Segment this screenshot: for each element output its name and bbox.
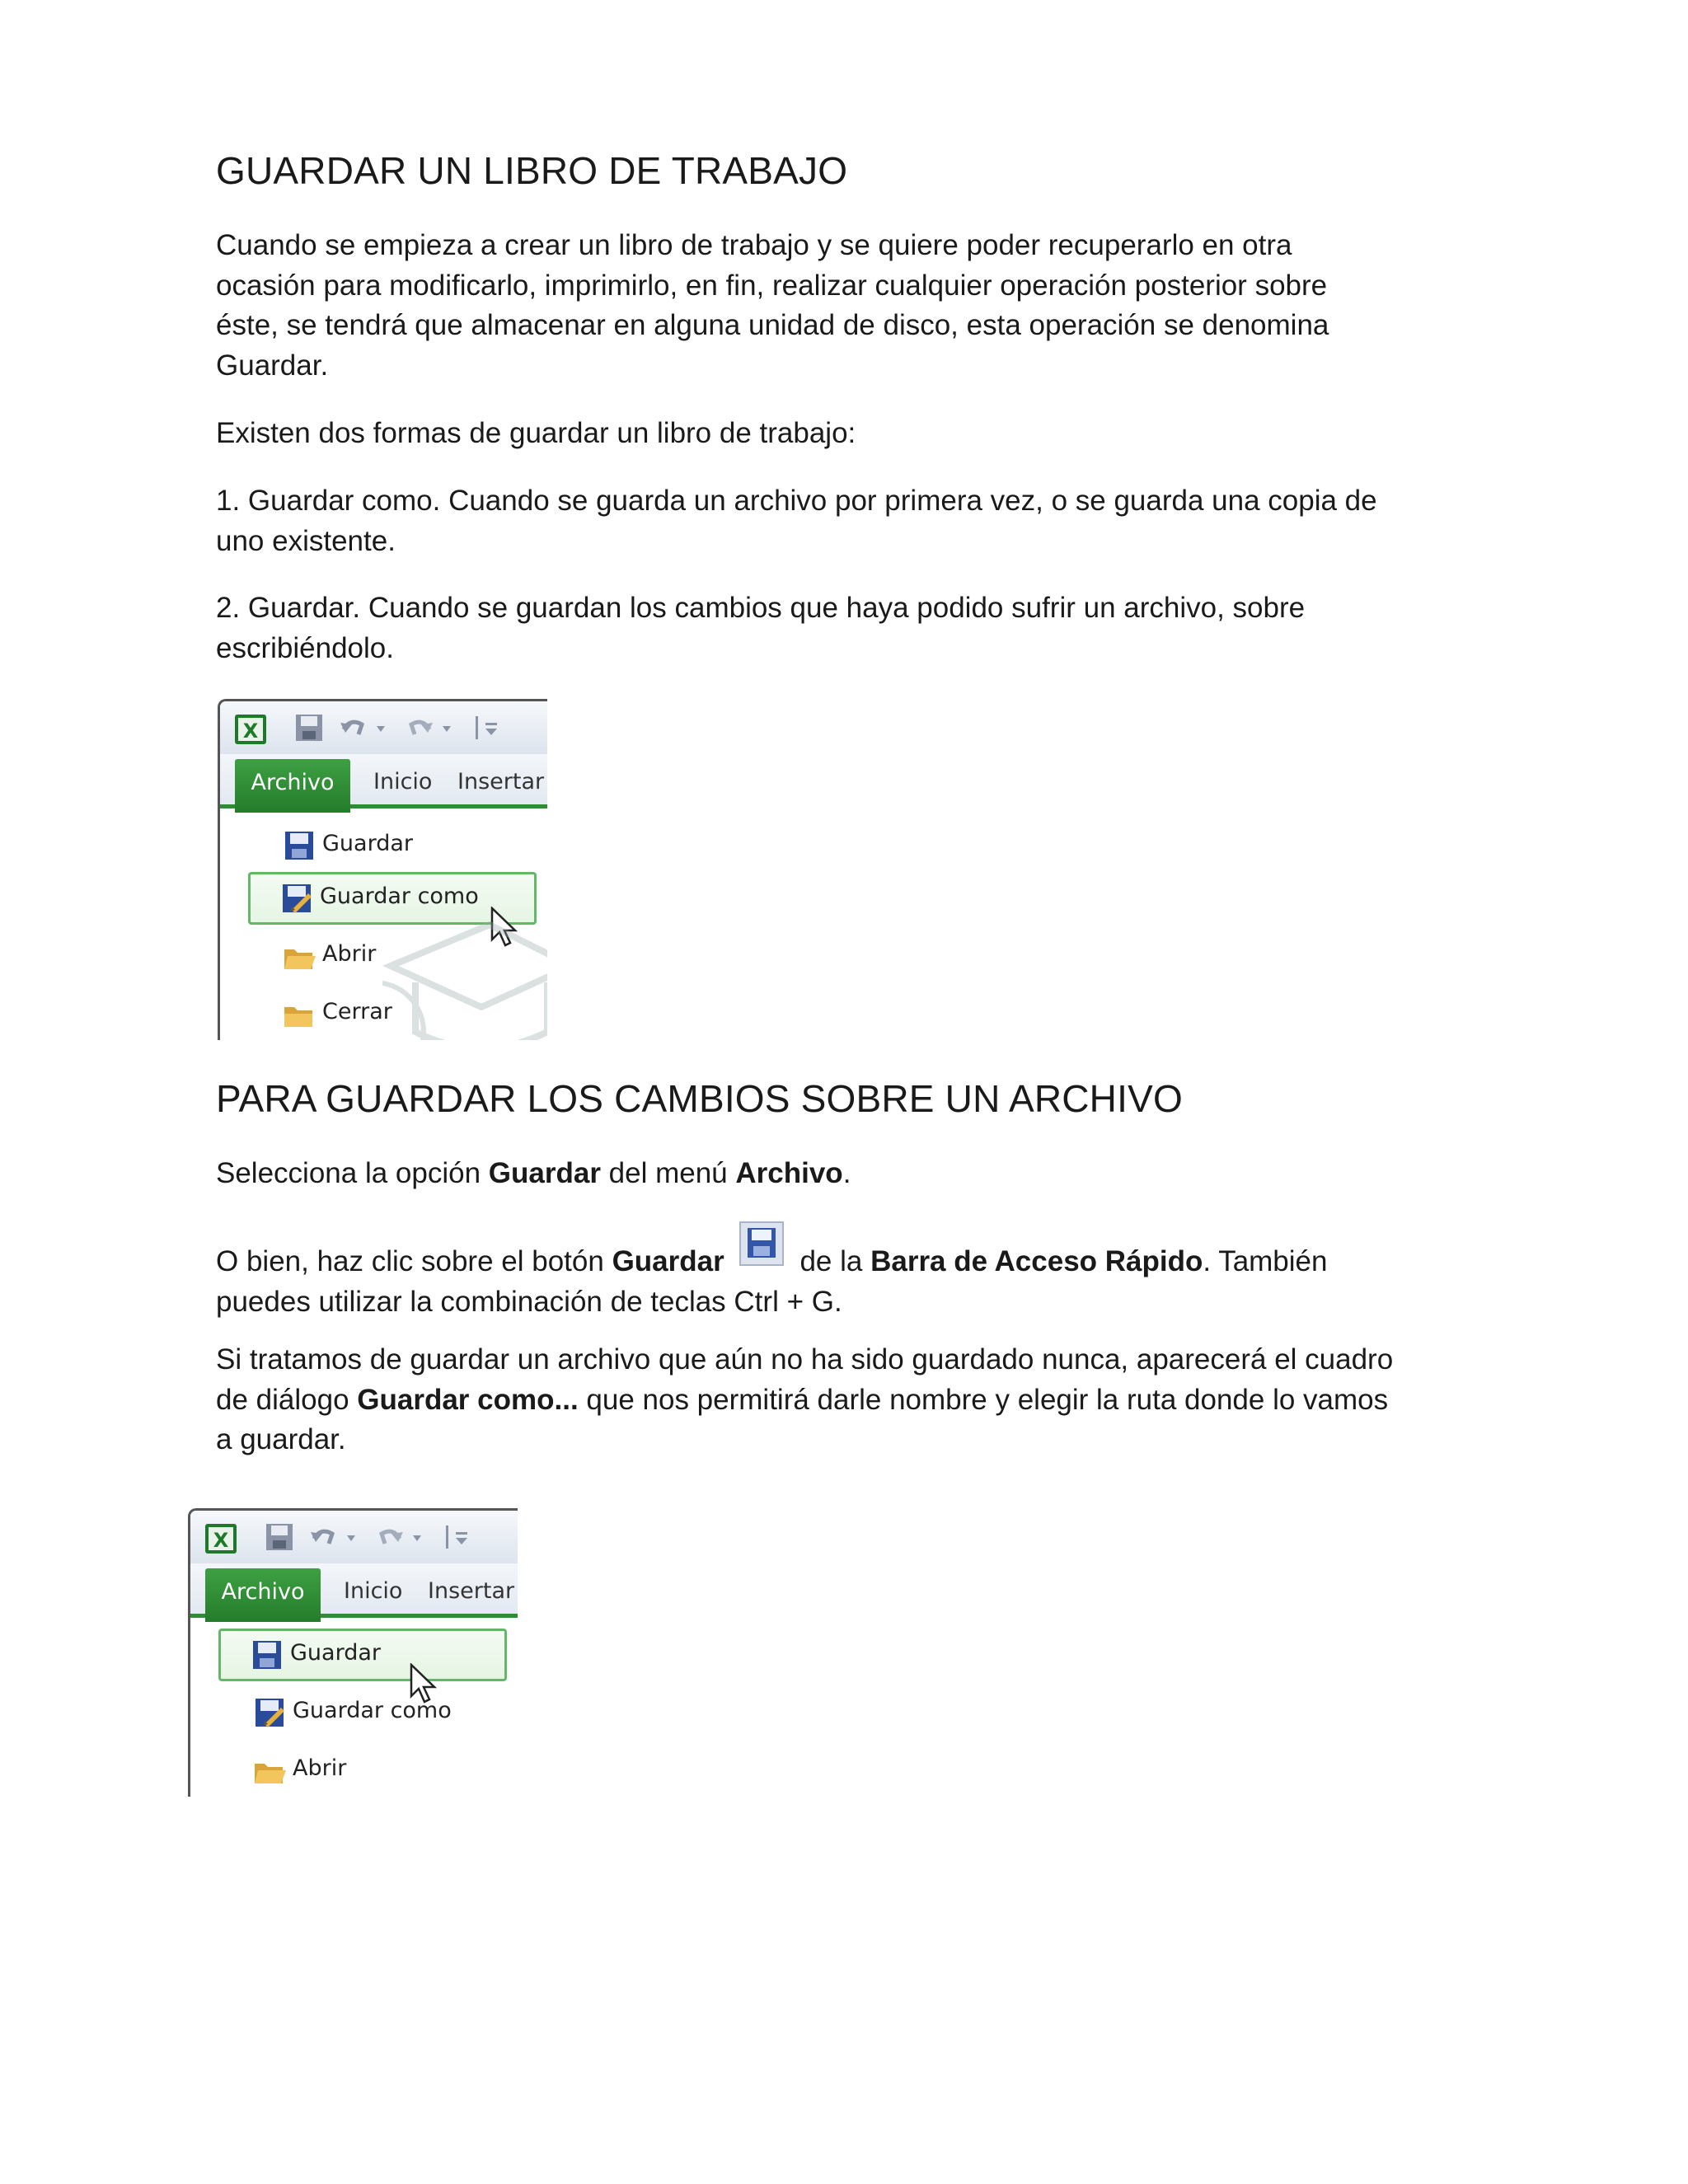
tab-insertar[interactable]: Insertar: [428, 1578, 515, 1604]
text-run: de diálogo: [216, 1383, 358, 1416]
save-icon[interactable]: [294, 713, 324, 743]
customize-toolbar-icon[interactable]: [472, 713, 505, 743]
tab-archivo[interactable]: Archivo: [205, 1568, 321, 1622]
undo-icon[interactable]: [307, 1522, 365, 1552]
tab-archivo[interactable]: Archivo: [235, 759, 350, 813]
open-folder-icon: [283, 940, 316, 972]
menu-item-cerrar[interactable]: [248, 987, 537, 1040]
menu-item-abrir[interactable]: [248, 930, 537, 982]
intro-line: éste, se tendrá que almacenar en alguna unidad de disco, esta operación se denomina: [216, 309, 1329, 341]
bold-run: Barra de Acceso Rápido: [870, 1245, 1203, 1277]
save-icon: [283, 829, 316, 862]
backstage-menu: [190, 1622, 518, 1797]
text-run: . También: [1203, 1245, 1328, 1277]
ways-paragraph: Existen dos formas de guardar un libro de trabajo:: [216, 417, 856, 449]
quick-access-paragraph: [216, 1231, 1469, 1322]
item1-line: 1. Guardar como. Cuando se guarda un archivo por primera vez, o se guarda una copia de: [216, 485, 1377, 517]
intro-line: ocasión para modificarlo, imprimirlo, en fin, realizar cualquier operación posterior sobre: [216, 269, 1328, 302]
quick-access-line1: [216, 1231, 1469, 1282]
text-run: del menú: [600, 1157, 736, 1189]
menu-item-guardar-como[interactable]: [218, 1686, 507, 1739]
menu-item-guardar[interactable]: [218, 1629, 507, 1681]
menu-item-guardar[interactable]: [248, 819, 537, 872]
redo-icon[interactable]: [405, 713, 462, 743]
intro-line: Cuando se empieza a crear un libro de trabajo y se quiere poder recuperarlo en otra: [216, 229, 1292, 261]
svg-text:X: X: [242, 719, 259, 743]
intro-line: Guardar.: [216, 349, 329, 382]
item1-line: uno existente.: [216, 524, 396, 557]
menu-item-label: Abrir: [322, 941, 377, 967]
text-run: de la: [791, 1245, 871, 1277]
undo-icon[interactable]: [337, 713, 395, 743]
item2-line: 2. Guardar. Cuando se guardan los cambios que haya podido sufrir un archivo, sobre: [216, 592, 1306, 624]
item2-line: escribiéndolo.: [216, 631, 394, 664]
quick-access-toolbar: [220, 701, 547, 754]
dialog-line3: a guardar.: [216, 1423, 346, 1455]
save-icon[interactable]: [265, 1522, 294, 1552]
menu-item-label: Abrir: [293, 1755, 347, 1781]
ribbon-tab-bar: [220, 754, 547, 808]
redo-icon[interactable]: [375, 1522, 433, 1552]
menu-item-label: Guardar como: [293, 1698, 452, 1723]
bold-run: Guardar como...: [357, 1383, 579, 1416]
quick-access-toolbar: [190, 1511, 518, 1563]
close-folder-icon: [283, 997, 316, 1030]
tab-insertar[interactable]: Insertar: [457, 769, 545, 794]
bold-run: Archivo: [735, 1157, 843, 1189]
excel-menu-screenshot-guardar-como: [218, 699, 547, 1040]
quick-access-line2: puedes utilizar la combinación de teclas Ctrl + G.: [216, 1285, 842, 1318]
excel-logo-icon: [204, 1522, 240, 1555]
dialog-line2: [216, 1380, 1469, 1421]
open-folder-icon: [253, 1754, 286, 1787]
bold-run: Guardar: [488, 1157, 601, 1189]
ribbon-tab-bar: [190, 1563, 518, 1618]
menu-item-label: Cerrar: [322, 999, 392, 1024]
excel-logo-icon: [233, 713, 270, 746]
section-title-guardar-libro: GUARDAR UN LIBRO DE TRABAJO: [216, 149, 848, 192]
customize-toolbar-icon[interactable]: [443, 1522, 476, 1552]
text-run: que nos permitirá darle nombre y elegir la ruta donde lo vamos: [578, 1383, 1389, 1416]
text-run: .: [842, 1157, 851, 1189]
select-guardar-paragraph: [216, 1154, 1469, 1194]
item-guardar-como-paragraph: [216, 481, 1469, 561]
menu-item-label: Guardar como: [320, 883, 479, 909]
menu-item-label: Guardar: [290, 1640, 381, 1666]
inline-save-button-icon: [739, 1231, 784, 1276]
excel-menu-screenshot-guardar: [188, 1508, 518, 1797]
guardar-como-dialog-paragraph: [216, 1340, 1469, 1460]
backstage-menu: [220, 813, 547, 1040]
tab-inicio[interactable]: Inicio: [373, 769, 433, 794]
svg-text:X: X: [213, 1529, 229, 1552]
tab-inicio[interactable]: Inicio: [344, 1578, 403, 1604]
text-run: Selecciona la opción: [216, 1157, 489, 1189]
text-run: O bien, haz clic sobre el botón: [216, 1245, 612, 1277]
bold-run: Guardar: [612, 1245, 724, 1277]
section-title-guardar-cambios: PARA GUARDAR LOS CAMBIOS SOBRE UN ARCHIVO: [216, 1077, 1183, 1120]
item-guardar-paragraph: [216, 588, 1469, 668]
save-icon: [251, 1638, 284, 1671]
menu-item-abrir[interactable]: [218, 1744, 507, 1797]
menu-item-label: Guardar: [322, 831, 413, 856]
intro-paragraph: [216, 226, 1469, 386]
dialog-line1: Si tratamos de guardar un archivo que aún no ha sido guardado nunca, aparecerá el cuadro: [216, 1343, 1394, 1376]
save-as-icon: [253, 1696, 286, 1729]
save-as-icon: [280, 882, 313, 915]
